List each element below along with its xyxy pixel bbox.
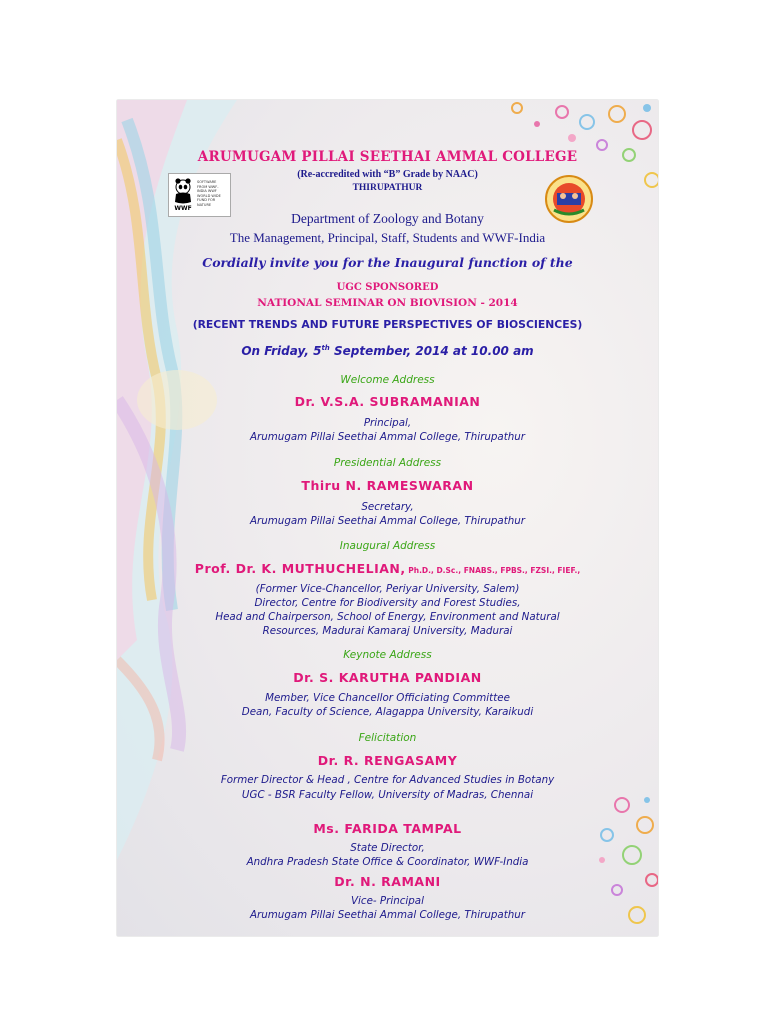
invitation-content — [117, 100, 658, 936]
farida-desc-2: Andhra Pradesh State Office & Coordinator, WWF-India — [246, 856, 529, 868]
presidential-role: Presidential Address — [333, 457, 442, 469]
accreditation-text: (Re-accredited with “B” Grade by NAAC) — [297, 169, 478, 180]
seminar-title: NATIONAL SEMINAR ON BIOVISION - 2014 — [257, 297, 518, 309]
inaugural-desc-2: Director, Centre for Biodiversity and Forest Studies, — [254, 597, 521, 609]
invitation-line: Cordially invite you for the Inaugural function of the — [202, 255, 573, 270]
welcome-name: Dr. V.S.A. SUBRAMANIAN — [294, 394, 481, 409]
ugc-sponsored: UGC SPONSORED — [336, 282, 439, 293]
welcome-desc-2: Arumugam Pillai Seethai Ammal College, Thirupathur — [249, 431, 526, 443]
college-place: THIRUPATHUR — [352, 183, 423, 193]
presidential-desc-1: Secretary, — [361, 501, 414, 513]
department-name: Department of Zoology and Botany — [291, 211, 484, 226]
keynote-desc-2: Dean, Faculty of Science, Alagappa University, Karaikudi — [241, 706, 534, 718]
felicitation-desc-1: Former Director & Head , Centre for Advanced Studies in Botany — [220, 774, 555, 786]
farida-name: Ms. FARIDA TAMPAL — [313, 821, 462, 836]
farida-desc-1: State Director, — [350, 842, 425, 854]
welcome-role: Welcome Address — [340, 374, 435, 386]
inaugural-name: Prof. Dr. K. MUTHUCHELIAN, — [194, 561, 406, 576]
invitation-card — [117, 100, 658, 936]
inaugural-qualifications: Ph.D., D.Sc., FNABS., FPBS., FZSI., FIEF., — [405, 566, 581, 575]
keynote-role: Keynote Address — [343, 649, 432, 661]
keynote-name: Dr. S. KARUTHA PANDIAN — [293, 670, 482, 685]
college-name: ARUMUGAM PILLAI SEETHAI AMMAL COLLEGE — [197, 149, 578, 165]
inaugural-desc-3: Head and Chairperson, School of Energy, Environment and Natural — [215, 611, 560, 623]
date-suffix-sup: th — [321, 344, 330, 352]
presidential-desc-2: Arumugam Pillai Seethai Ammal College, Thirupathur — [249, 515, 526, 527]
event-date — [117, 344, 658, 358]
ramani-desc-2: Arumugam Pillai Seethai Ammal College, Thirupathur — [249, 909, 526, 921]
date-suffix: September, 2014 at 10.00 am — [329, 344, 534, 358]
inaugural-desc-1: (Former Vice-Chancellor, Periyar University, Salem) — [255, 583, 520, 595]
wwf-logo-text: SOFTWARE FROM WWF-INDIA WWF WORLD WIDE FUND FOR NATURE — [197, 180, 221, 207]
date-prefix: On Friday, 5 — [241, 344, 322, 358]
felicitation-role: Felicitation — [358, 732, 417, 744]
presidential-name: Thiru N. RAMESWARAN — [301, 478, 474, 493]
hosts-line: The Management, Principal, Staff, Students and WWF-India — [229, 230, 546, 245]
keynote-desc-1: Member, Vice Chancellor Officiating Committee — [265, 692, 510, 704]
inaugural-role: Inaugural Address — [339, 540, 436, 552]
inaugural-desc-4: Resources, Madurai Kamaraj University, Madurai — [262, 625, 513, 637]
ramani-desc-1: Vice- Principal — [351, 895, 424, 907]
felicitation-name: Dr. R. RENGASAMY — [317, 753, 458, 768]
inaugural-name-line — [117, 561, 658, 576]
wwf-label: WWF — [174, 205, 192, 211]
seminar-subtitle: (RECENT TRENDS AND FUTURE PERSPECTIVES OF BIOSCIENCES) — [192, 318, 583, 331]
welcome-desc-1: Principal, — [363, 417, 412, 429]
ramani-name: Dr. N. RAMANI — [334, 874, 441, 889]
felicitation-desc-2: UGC - BSR Faculty Fellow, University of Madras, Chennai — [241, 789, 534, 801]
